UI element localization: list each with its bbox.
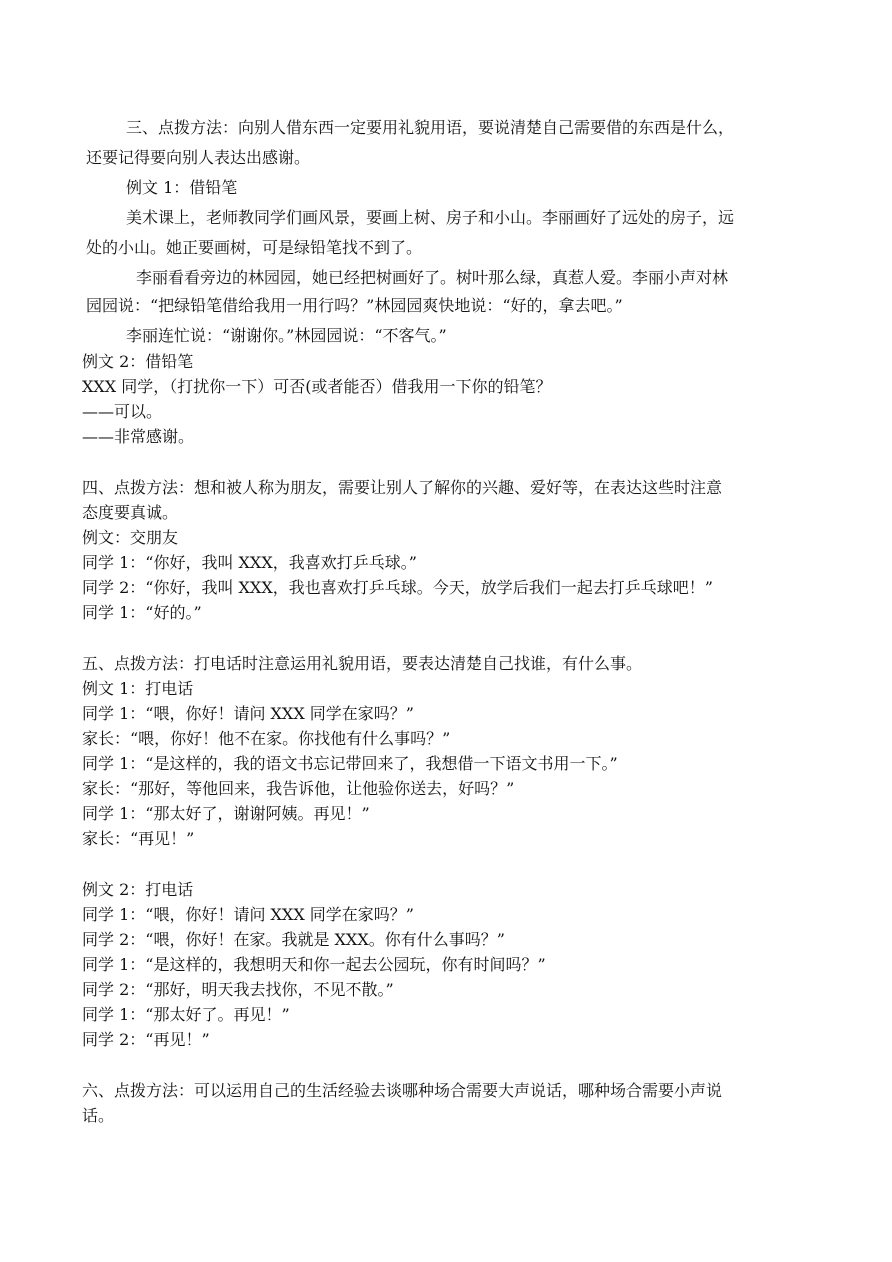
example1-paragraph2-line1: 李丽看看旁边的林园园，她已经把树画好了。树叶那么绿，真惹人爱。李丽小声对林 [136, 268, 729, 287]
section3-intro-line1: 三、点拨方法：向别人借东西一定要用礼貌用语，要说清楚自己需要借的东西是什么， [126, 118, 735, 137]
dialog-line: 同学 1：“好的。” [82, 603, 202, 622]
dialog-line: 同学 1：“那太好了。再见！” [82, 1005, 290, 1024]
example1-paragraph2-line2: 园园说：“把绿铅笔借给我用一用行吗？”林园园爽快地说：“好的，拿去吧。” [86, 296, 623, 315]
dialog-line: 家长：“再见！” [82, 829, 195, 848]
section5-example1-title: 例文 1：打电话 [82, 679, 194, 698]
example2-line1: XXX 同学，（打扰你一下）可否(或者能否）借我用一下你的铅笔？ [82, 377, 552, 396]
example1-paragraph1-line2: 处的小山。她正要画树，可是绿铅笔找不到了。 [86, 238, 423, 257]
dialog-line: 同学 1：“你好，我叫 XXX，我喜欢打乒乓球。” [82, 553, 417, 572]
dialog-line: 同学 2：“喂，你好！在家。我就是 XXX。你有什么事吗？” [82, 930, 505, 949]
section4-example-title: 例文：交朋友 [82, 528, 179, 547]
example2-title: 例文 2：借铅笔 [82, 352, 194, 371]
example1-title: 例文 1：借铅笔 [126, 178, 238, 197]
section4-intro-line1: 四、点拨方法：想和被人称为朋友，需要让别人了解你的兴趣、爱好等，在表达这些时注意 [82, 478, 723, 497]
dialog-line: 同学 1：“那太好了，谢谢阿姨。再见！” [82, 804, 370, 823]
dialog-line: 家长：“那好，等他回来，我告诉他，让他验你送去，好吗？” [82, 779, 515, 798]
dialog-line: 同学 1：“是这样的，我想明天和你一起去公园玩，你有时间吗？” [82, 955, 546, 974]
dialog-line: 家长：“喂，你好！他不在家。你找他有什么事吗？” [82, 729, 451, 748]
section3-intro-line2: 还要记得要向别人表达出感谢。 [86, 148, 311, 167]
dialog-line: 同学 2：“再见！” [82, 1030, 210, 1049]
section5-example2-title: 例文 2：打电话 [82, 880, 194, 899]
section4-intro-line2: 态度要真诚。 [82, 503, 179, 522]
example2-line3: ——非常感谢。 [82, 427, 195, 446]
example1-paragraph3: 李丽连忙说：“谢谢你。”林园园说：“不客气。” [126, 326, 447, 345]
dialog-line: 同学 1：“喂，你好！请问 XXX 同学在家吗？” [82, 905, 414, 924]
example2-line2: ——可以。 [82, 402, 163, 421]
dialog-line: 同学 2：“那好，明天我去找你，不见不散。” [82, 980, 394, 999]
section5-intro: 五、点拨方法：打电话时注意运用礼貌用语，要表达清楚自己找谁，有什么事。 [82, 654, 643, 673]
dialog-line: 同学 2：“你好，我叫 XXX，我也喜欢打乒乓球。今天，放学后我们一起去打乒乓球吧！” [82, 578, 713, 597]
dialog-line: 同学 1：“是这样的，我的语文书忘记带回来了，我想借一下语文书用一下。” [82, 754, 618, 773]
example1-paragraph1-line1: 美术课上，老师教同学们画风景，要画上树、房子和小山。李丽画好了远处的房子，远 [126, 208, 735, 227]
section6-intro-line2: 话。 [82, 1106, 115, 1125]
section6-intro-line1: 六、点拨方法：可以运用自己的生活经验去谈哪种场合需要大声说话，哪种场合需要小声说 [82, 1081, 723, 1100]
dialog-line: 同学 1：“喂，你好！请问 XXX 同学在家吗？” [82, 704, 414, 723]
